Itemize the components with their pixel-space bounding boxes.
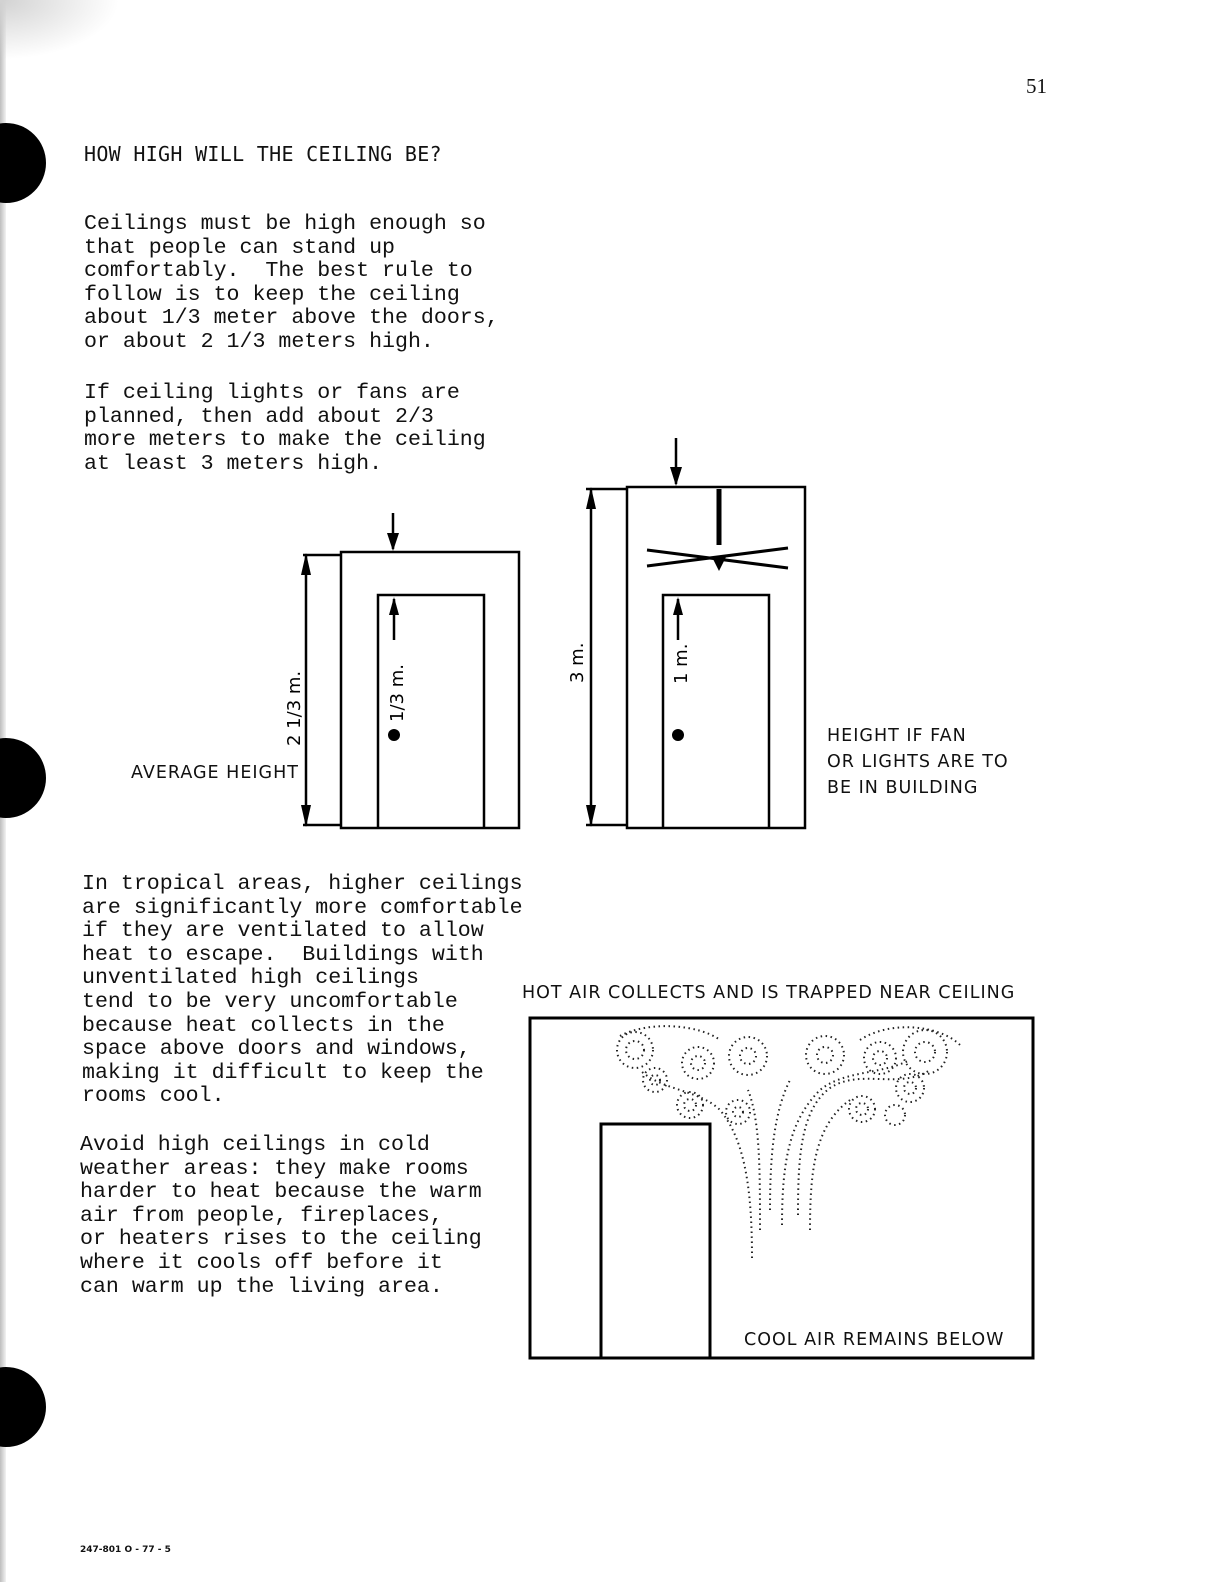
- paragraph-cold-weather: Avoid high ceilings in cold weather areas: they make rooms harder to heat because the warm air from people, fireplaces, or heaters rises to the ceiling where it cools off before it can warm up the living area.: [80, 1133, 482, 1299]
- average-height-label: AVERAGE HEIGHT: [131, 763, 299, 783]
- average-door-outline: [378, 595, 484, 828]
- punch-hole-bottom: [0, 1367, 46, 1447]
- fan-room-outline: [627, 487, 805, 828]
- door-outline: [601, 1124, 710, 1358]
- cool-air-label: COOL AIR REMAINS BELOW: [744, 1330, 1005, 1350]
- average-gap-label: 1/3 m.: [387, 664, 408, 722]
- fan-height-label: HEIGHT IF FAN OR LIGHTS ARE TO BE IN BUILDING: [827, 726, 1009, 798]
- dimension-dot: [388, 729, 400, 741]
- hot-air-label: HOT AIR COLLECTS AND IS TRAPPED NEAR CEILING: [522, 983, 1016, 1003]
- hot-air-swirls: [617, 1026, 960, 1258]
- fan-dimension-label: 3 m.: [567, 642, 588, 683]
- paragraph-lights-fans: If ceiling lights or fans are planned, then add about 2/3 more meters to make the ceiling at least 3 meters high.: [84, 381, 486, 476]
- average-room-outline: [341, 552, 519, 828]
- paragraph-tropical: In tropical areas, higher ceilings are significantly more comfortable if they are ventilated to allow heat to escape. Buildings with unventilated high ceilings tend to be very uncomfortable because heat collects in the space above doors and windows, making it difficult to keep the rooms cool.: [82, 872, 523, 1109]
- page-title: HOW HIGH WILL THE CEILING BE?: [84, 142, 442, 166]
- fan-blade: [647, 550, 788, 568]
- average-dimension-label: 2 1/3 m.: [284, 670, 305, 746]
- fan-gap-label: 1 m.: [671, 643, 692, 684]
- print-code: 247-801 O - 77 - 5: [80, 1545, 171, 1555]
- punch-hole-middle: [0, 738, 46, 818]
- fan-door-outline: [663, 595, 769, 828]
- room-outline: [530, 1018, 1033, 1358]
- paragraph-ceiling-rule: Ceilings must be high enough so that people can stand up comfortably. The best rule to follow is to keep the ceiling about 1/3 meter above the doors, or about 2 1/3 meters high.: [84, 212, 499, 354]
- page-number: 51: [1026, 74, 1047, 98]
- fan-blade: [647, 548, 788, 566]
- scan-corner: [0, 0, 120, 60]
- punch-hole-top: [0, 123, 46, 203]
- dimension-dot: [672, 729, 684, 741]
